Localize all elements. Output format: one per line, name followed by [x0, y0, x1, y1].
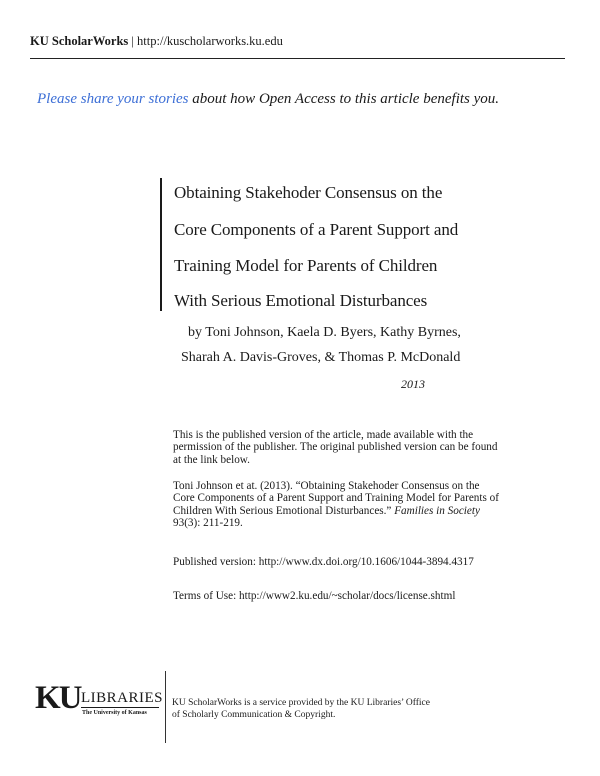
- logo-rule: [81, 707, 159, 708]
- header-separator: |: [131, 34, 134, 48]
- terms-of-use-link[interactable]: Terms of Use: http://www2.ku.edu/~scholar/docs/license.shtml: [173, 590, 456, 602]
- footer-divider: [165, 671, 166, 743]
- footer-service-note: [172, 697, 472, 721]
- tagline-rest: about how Open Access to this article benefits you.: [188, 91, 500, 107]
- published-version-note: This is the published version of the article, made available with the permission of the publisher. The original published version can be found at the link below.: [173, 429, 498, 466]
- publication-year: 2013: [401, 377, 425, 391]
- logo-libraries-word: LIBRARIES: [81, 690, 164, 706]
- citation: [173, 480, 503, 530]
- title-accent-bar: [160, 178, 162, 311]
- open-access-tagline: [37, 91, 499, 108]
- footer-text-line-2: of Scholarly Communication & Copyright.: [172, 710, 336, 720]
- citation-journal: Families in Society: [394, 504, 480, 517]
- citation-text: Toni Johnson et at. (2013). “Obtaining Stakehoder Consensus on the Core Components of a Parent Support and Training Model for Parents of Children With Serious Emotional Disturbances.”: [173, 480, 499, 517]
- site-url-link[interactable]: http://kuscholarworks.ku.edu: [137, 34, 283, 48]
- author-line-1: by Toni Johnson, Kaela D. Byers, Kathy Byrnes,: [188, 325, 461, 340]
- site-header: [30, 34, 283, 49]
- logo-university-name: The University of Kansas: [82, 710, 147, 716]
- logo-ku-letters: KU: [35, 680, 81, 716]
- article-title-line-2: Core Components of a Parent Support and: [174, 220, 459, 239]
- article-title-line-3: Training Model for Parents of Children: [174, 256, 438, 275]
- author-line-2: Sharah A. Davis-Groves, & Thomas P. McDonald: [181, 350, 461, 365]
- article-title-line-1: Obtaining Stakehoder Consensus on the: [174, 183, 443, 202]
- share-stories-link[interactable]: Please share your stories: [37, 91, 189, 107]
- header-divider: [30, 58, 565, 59]
- published-version-link[interactable]: Published version: http://www.dx.doi.org/10.1606/1044-3894.4317: [173, 556, 474, 568]
- footer-text-line-1: KU ScholarWorks is a service provided by the KU Libraries’ Office: [172, 698, 430, 708]
- citation-issue: 93(3): 211-219.: [173, 517, 243, 530]
- site-brand: KU ScholarWorks: [30, 34, 129, 48]
- article-title-line-4: With Serious Emotional Disturbances: [174, 291, 428, 310]
- ku-libraries-logo: [35, 680, 164, 728]
